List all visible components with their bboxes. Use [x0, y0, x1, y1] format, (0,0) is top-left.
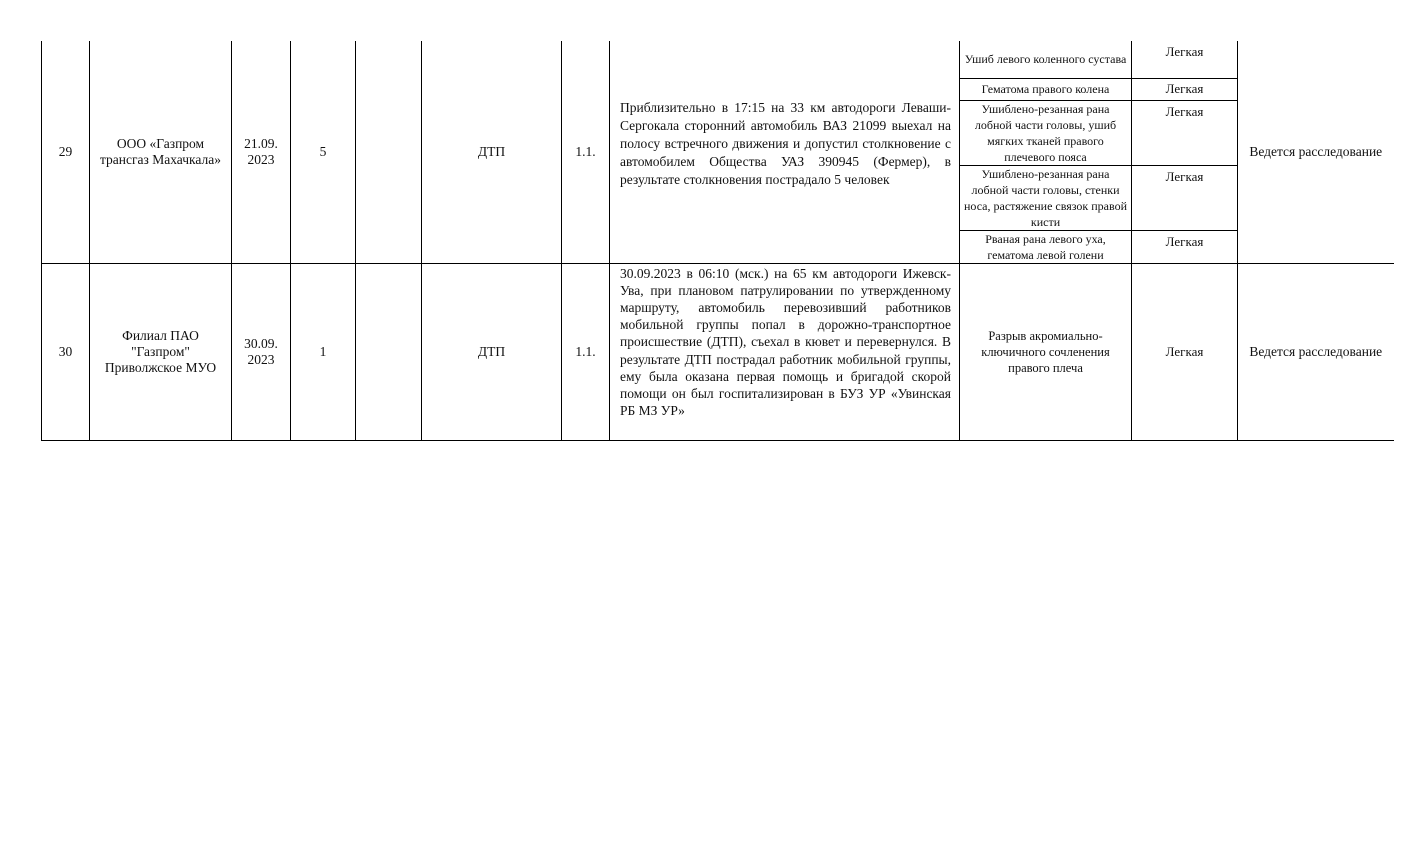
empty-cell: [356, 263, 422, 440]
incident-type-cell: ДТП: [422, 41, 562, 263]
injury-severity-cell: Легкая: [1132, 165, 1238, 230]
injury-severity-cell: Легкая: [1132, 263, 1238, 440]
row-number: 29: [42, 41, 90, 263]
injury-diagnosis-cell: Ушиблено-резанная рана лобной части головы, стенки носа, растяжение связок правой кисти: [960, 165, 1132, 230]
organization-cell: ООО «Газпром трансгаз Махачкала»: [90, 41, 232, 263]
victims-count-cell: 1: [291, 263, 356, 440]
date-cell: 21.09. 2023: [232, 41, 291, 263]
investigation-status-cell: Ведется расследование: [1238, 41, 1394, 263]
incident-table: [41, 41, 1394, 441]
victims-count-cell: 5: [291, 41, 356, 263]
table-row: [42, 41, 1394, 78]
injury-severity-cell: Легкая: [1132, 100, 1238, 165]
investigation-status-cell: Ведется расследование: [1238, 263, 1394, 440]
organization-cell: Филиал ПАО "Газпром" Приволжское МУО: [90, 263, 232, 440]
incident-description-cell: 30.09.2023 в 06:10 (мск.) на 65 км автодороги Ижевск-Ува, при плановом патрулировании по утвержденному маршруту, автомобиль перевозивший работников мобильной группы попал в дорожно-транспортное происшествие (ДТП), съехал в кювет и перевернулся. В результате ДТП пострадал работник мобильной группы, ему была оказана первая помощь и бригадой скорой помощи он был госпитализирован в БУЗ УР «Увинская РБ МЗ УР»: [610, 263, 960, 440]
empty-cell: [356, 41, 422, 263]
injury-severity-cell: Легкая: [1132, 41, 1238, 78]
injury-diagnosis-cell: Ушиб левого коленного сустава: [960, 41, 1132, 78]
injury-diagnosis-cell: Ушиблено-резанная рана лобной части головы, ушиб мягких тканей правого плечевого пояса: [960, 100, 1132, 165]
injury-severity-cell: Легкая: [1132, 78, 1238, 100]
injury-diagnosis-cell: Гематома правого колена: [960, 78, 1132, 100]
injury-diagnosis-cell: Разрыв акромиально-ключичного сочленения правого плеча: [960, 263, 1132, 440]
injury-diagnosis-cell: Рваная рана левого уха, гематома левой голени: [960, 230, 1132, 263]
incident-type-cell: ДТП: [422, 263, 562, 440]
injury-severity-cell: Легкая: [1132, 230, 1238, 263]
classification-code-cell: 1.1.: [562, 263, 610, 440]
table-row: [42, 263, 1394, 440]
row-number: 30: [42, 263, 90, 440]
incident-description-cell: Приблизительно в 17:15 на 33 км автодороги Леваши-Сергокала сторонний автомобиль ВАЗ 21099 выехал на полосу встречного движения и допустил столкновение с автомобилем Общества УАЗ 390945 (Фермер), в результате столкновения пострадало 5 человек: [610, 41, 960, 263]
date-cell: 30.09. 2023: [232, 263, 291, 440]
classification-code-cell: 1.1.: [562, 41, 610, 263]
